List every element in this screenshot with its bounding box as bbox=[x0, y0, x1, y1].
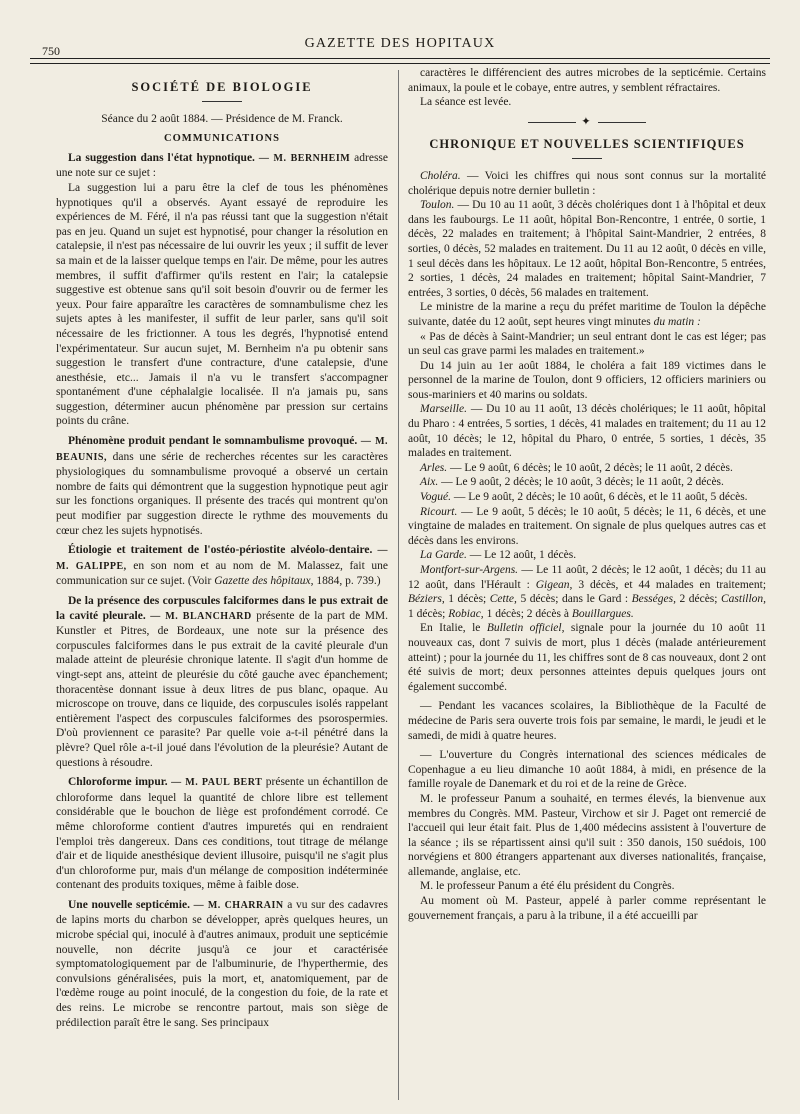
text: 1 décès; bbox=[448, 593, 487, 606]
paragraph: La suggestion lui a paru être la clef de tous les phénomènes hypnotiques qu'il a observés. Ayant essayé de reproduire les expériences de M. Féré, il n'a pas réussi tant que la suggestion n'était pas en jeu. Quand un sujet est hypnotisé, pour changer la résolution en catalepsie, il n'est pas nécessaire de lui ouvrir les yeux ; il suffit de lever sa main et de la laisser quelque temps en l'air. De même, pour les autres membres, il suffit d'affirmer qu'ils restent en l'air; la catalepsie suggestive est obtenue sans qu'il soit besoin d'ouvrir ou de fermer les yeux. Pour faire apparaître les caractères de somnambulisme chez les sujets aptes à les manifester, il suffit de leur parler, sans qu'il soit nécessaire de les frictionner. A tous les degrés, l'hypnotisé entend l'expérimentateur. Sur aucun sujet, M. Bernheim n'a pu obtenir sans suggestion le transfert d'une contracture, d'une catalepsie, d'une anesthésie, etc... Jamais il n'a vu le transfert s'accompagner spontanément d'une céphalalgie localisée. Il n'a jamais pu, sans suggestion, déterminer aucun phénomène par pression sur certains points du crâne. bbox=[56, 181, 388, 428]
text: — Voici les chiffres qui nous sont connus sur la mortalité cholérique depuis notre dernier bulletin : bbox=[408, 169, 766, 197]
communications-heading: COMMUNICATIONS bbox=[164, 133, 280, 145]
label: Montfort-sur-Argens. bbox=[420, 564, 519, 576]
column-divider bbox=[398, 70, 399, 1100]
closing-line: La séance est levée. bbox=[420, 96, 512, 109]
article-chloroforme bbox=[56, 775, 388, 893]
article-title: Étiologie et traitement de l'ostéo-périostite alvéolo-dentaire. bbox=[68, 544, 373, 557]
article-title: Phénomène produit pendant le somnambulisme provoqué. bbox=[68, 435, 358, 448]
left-column bbox=[56, 66, 388, 1106]
italie-paragraph bbox=[408, 621, 766, 694]
article-text: a vu sur des cadavres de lapins morts du charbon se développer, après quelques heures, un microbe spécial qui, inoculé à d'autres animaux, produit une septicémie nouvelle, non décrite jusqu'à ce jour et caractérisée symptomatologiquement par de l'albuminurie, de l'hyperthermie, des convulsions généralisées, puis la mort, et, anatomiquement, par de l'œdème rouge au point inoculé, de la congestion du foie, de la rate et des reins. Le microbe se rencontre partout, mais son siège de prédilection paraît être le sang. Ses principaux bbox=[56, 898, 388, 1029]
label: Vogué. bbox=[420, 491, 451, 504]
vogue-paragraph bbox=[408, 490, 766, 505]
label: Béziers, bbox=[408, 593, 445, 606]
cholera-paragraph bbox=[408, 169, 766, 198]
right-column bbox=[408, 66, 766, 1106]
text: — Le 9 août, 2 décès; le 10 août, 3 décès; le 11 août, 2 décès. bbox=[441, 476, 724, 489]
article-title: La suggestion dans l'état hypnotique. bbox=[68, 151, 255, 164]
article-somnambulisme bbox=[56, 434, 388, 538]
page-header bbox=[30, 34, 770, 60]
chronique-rule bbox=[572, 158, 602, 159]
article-title: Une nouvelle septicémie. bbox=[68, 898, 190, 911]
article-text: dans une série de recherches récentes sur les caractères physiologiques du somnambulisme provoqué a observé un certain nombre de faits qui démontrent que la suggestion hypnotique peut agir sur les fonctions organiques. Il présente des tracés qui montrent qu'on peut modifier par suggestion directe le rythme des mouvements du cœur chez les sujets hypnotisés. bbox=[56, 450, 388, 537]
pasteur-paragraph: Au moment où M. Pasteur, appelé à parler comme représentant le gouvernement français, a paru à la tribune, il a été accueilli par bbox=[408, 895, 766, 922]
article-author: — M. BLANCHARD bbox=[150, 610, 252, 622]
text: — Du 10 au 11 août, 3 décès cholériques dont 1 à l'hôpital et deux dans les faubourgs. Le 11 août, hôpital Bon-Rencontre, 1 entrée, 0 sortie, 1 décès, 22 malades en traitement; à l'hôpital Saint-Mandrier, 2 entrées, 8 sorties, 0 décès, 52 malades en traitement. Du 11 au 12 août, 0 décès en ville, 1 seul décès dans les hôpitaux. Le 12 août, hôpital Bon-Rencontre, 5 entrées, 2 sorties, 1 décès, 24 malades en traitement; hôpital Saint-Mandrier, 7 entrées, 3 sorties, 0 décès, 56 malades en traitement. bbox=[408, 199, 766, 299]
label: Cette, bbox=[489, 593, 517, 606]
text: En Italie, le bbox=[420, 622, 481, 635]
ornament-divider: ✦ bbox=[408, 115, 766, 130]
label: Marseille. bbox=[420, 403, 467, 416]
article-author: — M. BERNHEIM bbox=[258, 152, 351, 164]
label: Aix. bbox=[420, 476, 439, 489]
president-paragraph: M. le professeur Panum a été élu président du Congrès. bbox=[420, 880, 675, 893]
text: Le ministre de la marine a reçu du préfet maritime de Toulon la dépêche suivante, datée du 12 août, sept heures vingt minutes bbox=[408, 301, 766, 328]
chronique-title: CHRONIQUE ET NOUVELLES SCIENTIFIQUES bbox=[429, 137, 745, 152]
text: 3 décès, et 44 malades en traitement; bbox=[578, 578, 766, 591]
text: — Le 11 août, 2 décès; le 12 août, 1 décès; du 11 au 12 août, dans l'Hérault : bbox=[408, 564, 766, 591]
text: 2 décès; bbox=[679, 593, 718, 606]
header-rule bbox=[30, 58, 770, 64]
arles-paragraph bbox=[408, 461, 766, 476]
juin-paragraph: Du 14 juin au 1er août 1884, le choléra a fait 189 victimes dans le personnel de la marine de Toulon, dont 9 officiers, 12 officiers mariniers ou sous-mariniers et 40 marins ou soldats. bbox=[408, 359, 766, 401]
page-number: 750 bbox=[42, 44, 60, 58]
article-suggestion bbox=[56, 151, 388, 181]
text: — Le 9 août, 6 décès; le 10 août, 2 décès; le 11 août, 2 décès. bbox=[450, 461, 733, 474]
label: La Garde. bbox=[420, 549, 467, 562]
article-author: — M. CHARRAIN bbox=[193, 899, 284, 911]
toulon-paragraph bbox=[408, 198, 766, 300]
label: Robiac, bbox=[448, 607, 484, 620]
article-author: — M. PAUL BERT bbox=[171, 777, 263, 789]
label: Bulletin officiel, bbox=[486, 622, 565, 635]
article-text: présente de la part de MM. Kunstler et Pitres, de Bordeaux, une note sur la présence des corpuscules falciformes dans le pus extrait de la cavité pleurale d'un malade atteint de pleurésie chronique latente. Il s'agit d'un homme de vingt-sept ans, atteint de pleurésie du côté gauche avec épanchement; thoracentèse donnant issue à deux litres de pus blanc, opaque. Au microscope on trouve, dans ce liquide, des corpuscules isolés rappelant entièrement l'aspect des corpuscules falciformes des psorospermies. D'où proviennent ce parasite? Par quelle voie a-t-il pénétré dans la plèvre? Quel rôle a-t-il joué dans l'évolution de la pleurésie? Autant de questions à résoudre. bbox=[56, 609, 388, 769]
label: Arles. bbox=[420, 461, 448, 474]
article-text: 1884, p. 739.) bbox=[316, 575, 381, 588]
label: Castillon, bbox=[720, 593, 766, 606]
running-title: GAZETTE DES HOPITAUX bbox=[304, 36, 496, 51]
reference: Gazette des hôpitaux, bbox=[214, 575, 314, 588]
text: — Le 9 août, 5 décès; le 10 août, 5 décès; le 11, 6 décès, et une vingtaine de malades en traitement. On signale de plus quelques autres cas et décès dans les environs. bbox=[408, 505, 766, 547]
ricourt-paragraph bbox=[408, 505, 766, 549]
text: 1 décès; bbox=[408, 607, 446, 620]
label: Ricourt. bbox=[420, 505, 458, 518]
text: 1 décès; 2 décès à bbox=[486, 607, 569, 620]
article-text: présente un échantillon de chloroforme dans lequel la quantité de chlore libre est tellement considérable que le bouchon de liège est profondément corrodé. Ce même chloroforme contient d'autres impuretés qui en rendraient l'emploi très dangereux. Dans ces conditions, tout titrage de mélange d'air et de liquide anesthésique devient illusoire, puisqu'il ne s'agit plus d'un chloroforme pur, mais d'un mélange de composition indéterminée contenant des produits toxiques, même à faible dose. bbox=[56, 776, 388, 892]
text: — Le 9 août, 2 décès; le 10 août, 6 décès, et le 11 août, 5 décès. bbox=[453, 491, 748, 504]
article-septicemie bbox=[56, 898, 388, 1030]
label: Toulon. bbox=[420, 199, 455, 212]
marseille-paragraph bbox=[408, 402, 766, 460]
article-author: — M. BEAUNIS, bbox=[56, 436, 388, 463]
article-text: en son nom et au nom de M. Malassez, fait une communication sur ce sujet. (Voir bbox=[56, 559, 388, 588]
label: Bességes, bbox=[631, 593, 676, 606]
garde-paragraph bbox=[408, 548, 766, 563]
article-title: Chloroforme impur. bbox=[68, 776, 168, 789]
montfort-paragraph bbox=[408, 563, 766, 621]
text: signale pour la journée du 10 août 11 nouveaux cas, dont 7 suivis de mort, plus 1 décès (malade antérieurement atteint) ; pour la journée du 11, les chiffres sont de 8 cas nouveaux, dont 2 ont été suivis de mort; deux personnes atteintes depuis quelques jours ont également succombé. bbox=[408, 622, 766, 693]
quote-paragraph: « Pas de décès à Saint-Mandrier; un seul entrant dont le cas est léger; pas un seul cas grave parmi les malades en traitement.» bbox=[408, 330, 766, 358]
congres-paragraph: — L'ouverture du Congrès international des sciences médicales de Copenhague a eu lieu dimanche 10 août 1884, à midi, en présence de la famille royale de Danemark et du roi et de la reine de Grèce. bbox=[408, 749, 766, 791]
article-osteo bbox=[56, 543, 388, 589]
label: Choléra. bbox=[420, 169, 461, 182]
label: Bouillargues. bbox=[571, 607, 634, 620]
vacances-paragraph: — Pendant les vacances scolaires, la Bibliothèque de la Faculté de médecine de Paris sera ouverte trois fois par semaine, le mardi, le jeudi et le samedi, de midi à quatre heures. bbox=[408, 700, 766, 742]
session-line: Séance du 2 août 1884. — Présidence de M. Franck. bbox=[101, 112, 343, 125]
aix-paragraph bbox=[408, 475, 766, 490]
text: du matin : bbox=[653, 315, 701, 328]
panum-paragraph: M. le professeur Panum a souhaité, en termes élevés, la bienvenue aux membres du Congrès. MM. Pasteur, Virchow et sir J. Paget ont remercié de l'accueil qui leur était fait. Plus de 1,400 médecins assistent à l'ouverture de la séance ; ils se répartissent ainsi qu'il suit : 350 danois, 150 suédois, 100 norvégiens et 800 étrangers appartenant aux diverses nationalités, française, allemande, anglaise, etc. bbox=[408, 792, 766, 878]
ministre-paragraph bbox=[408, 300, 766, 329]
text: — Le 12 août, 1 décès. bbox=[469, 549, 577, 562]
paragraph: caractères le différencient des autres microbes de la septicémie. Certains animaux, la poule et le cobaye, entre autres, y semblent réfractaires. bbox=[408, 67, 766, 94]
article-corpuscules bbox=[56, 594, 388, 770]
text: 5 décès; dans le Gard : bbox=[520, 593, 629, 606]
section-rule bbox=[202, 101, 242, 102]
text: — Du 10 au 11 août, 13 décès cholériques; le 11 août, hôpital du Pharo : 4 entrées, 5 sorties, 1 décès, 41 malades en traitement; du 11 au 12 août, 10 décès; le 12, hôpital du Pharo, 0 entrée, 5 sorties, 1 décès, 35 malades en traitement. bbox=[408, 403, 766, 460]
section-title: SOCIÉTÉ DE BIOLOGIE bbox=[131, 80, 313, 94]
label: Gigean, bbox=[535, 578, 573, 591]
article-author: — M. GALIPPE, bbox=[56, 545, 388, 572]
article-text: adresse une note sur ce sujet : bbox=[56, 151, 388, 180]
article-title: De la présence des corpuscules falciformes dans le pus extrait de la cavité pleurale. bbox=[56, 595, 388, 622]
